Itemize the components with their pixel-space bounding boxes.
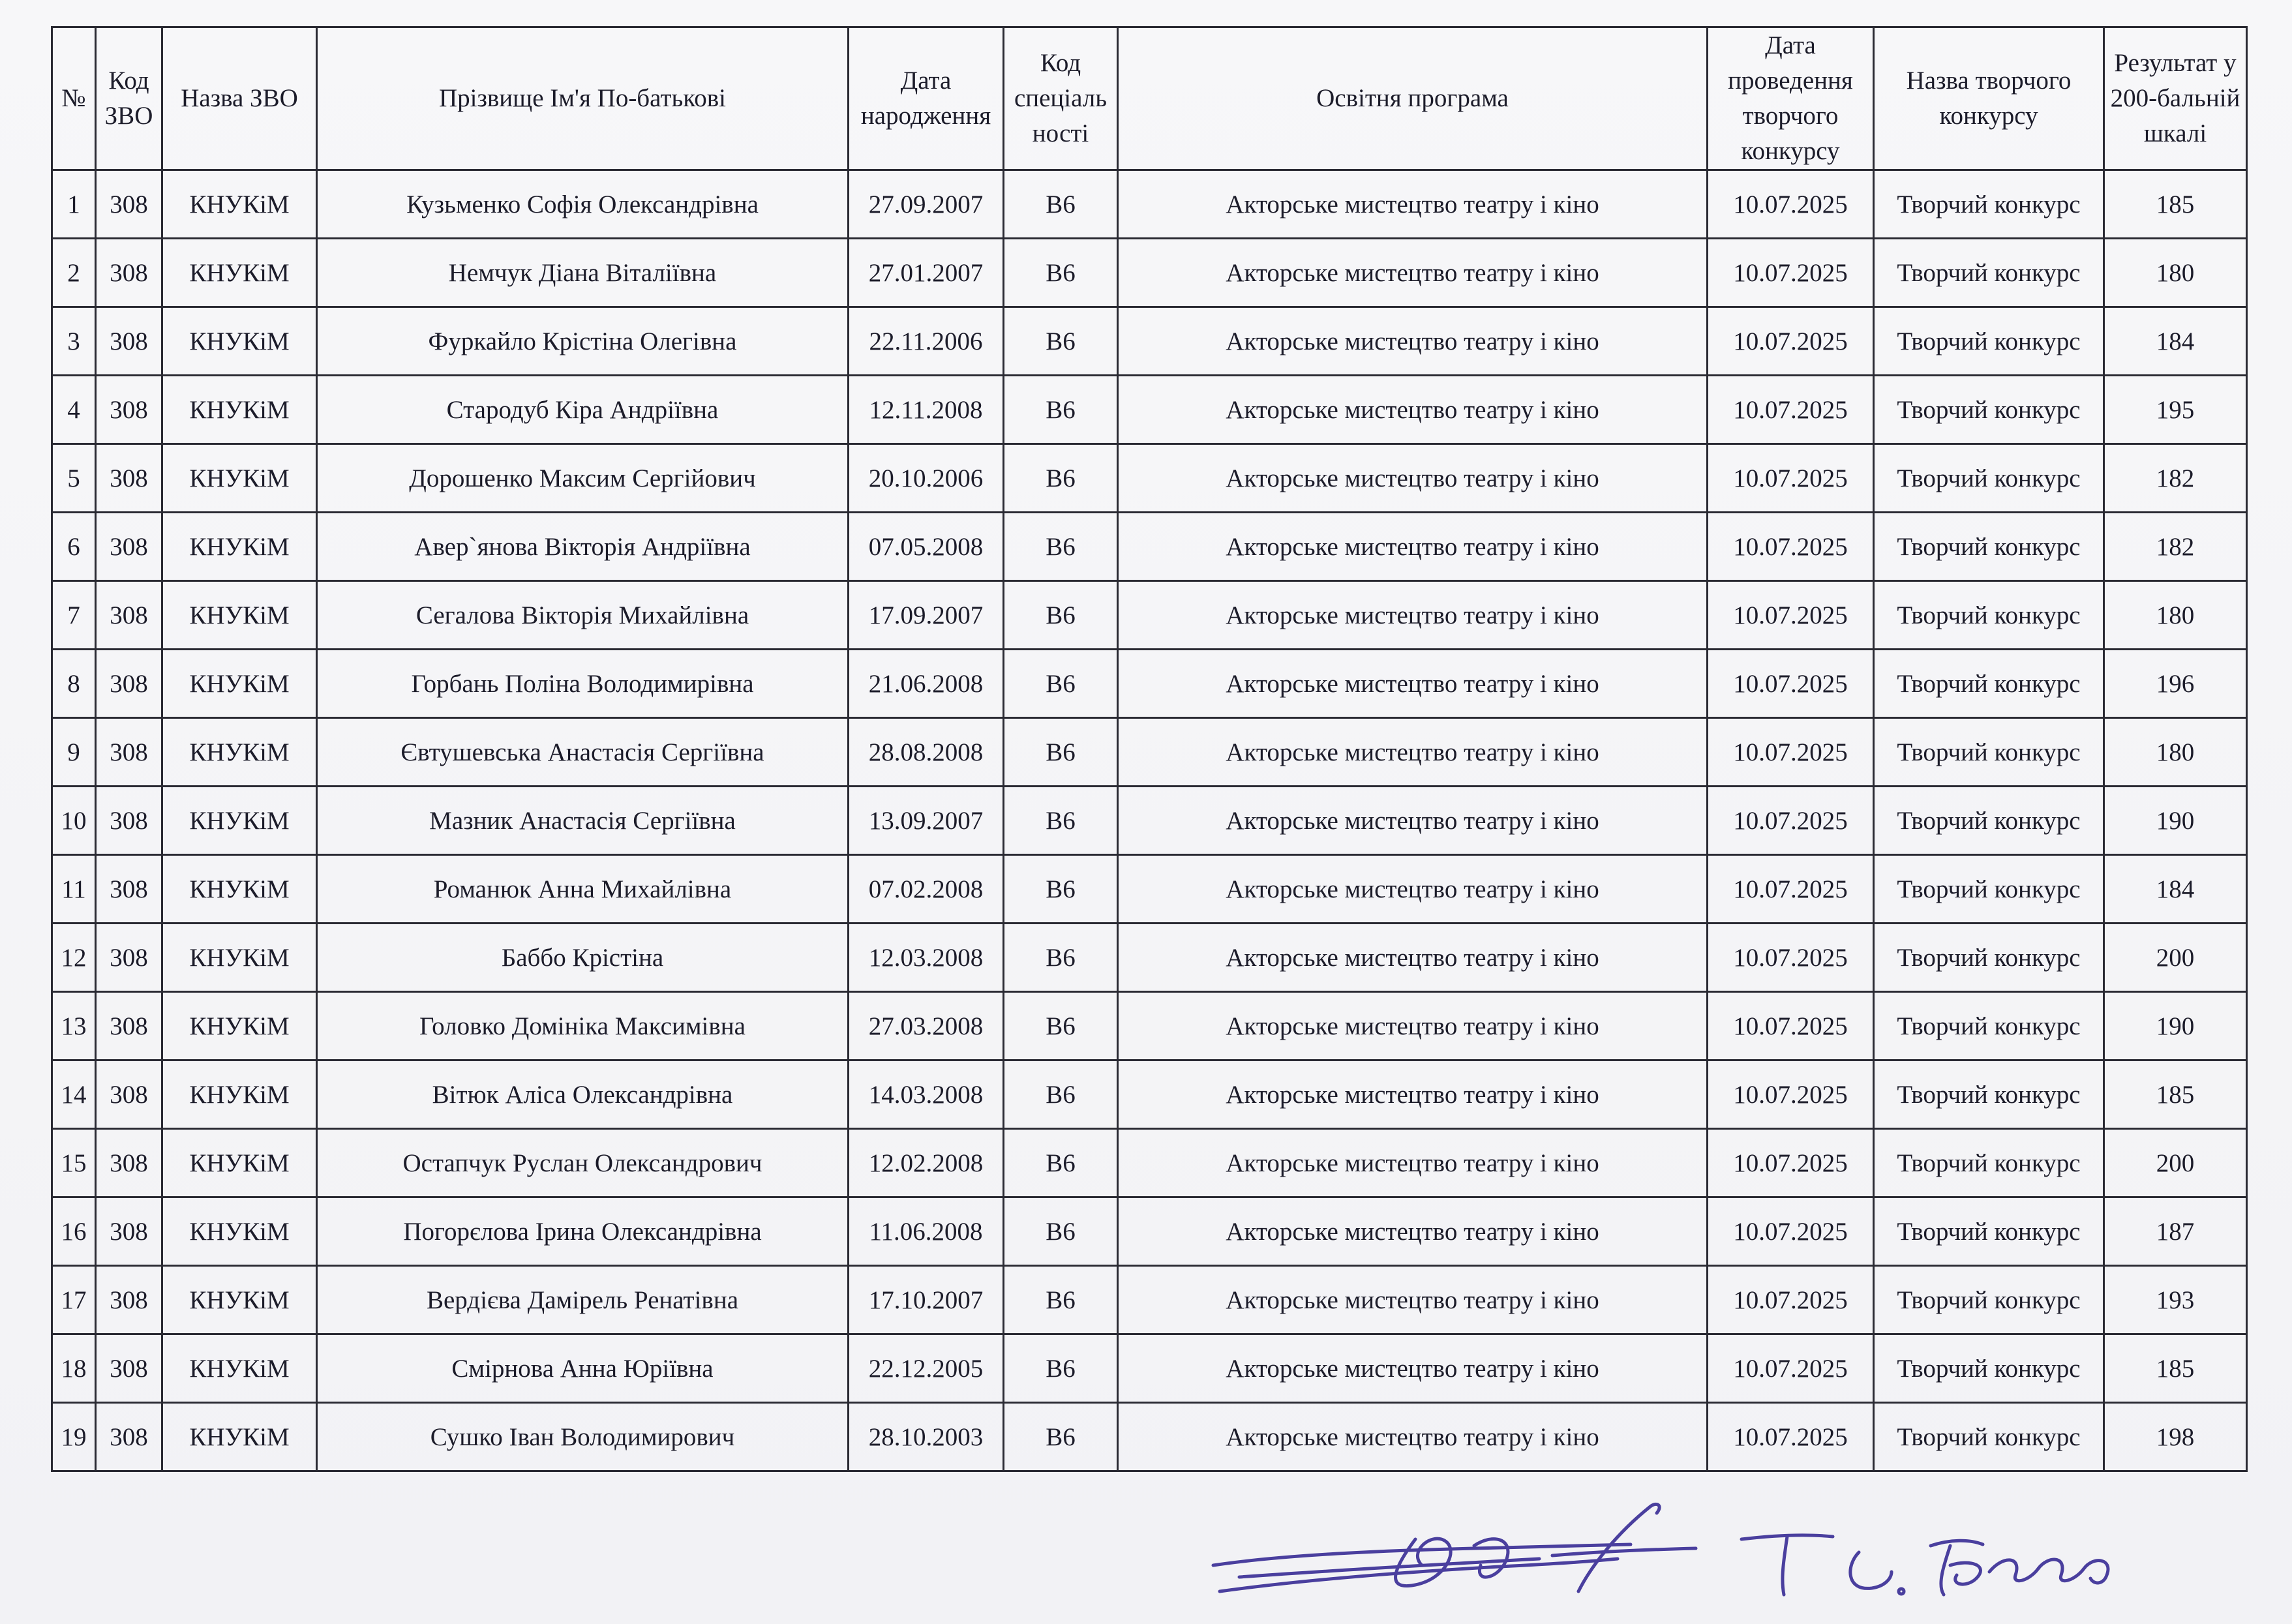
cell-full-name: Смірнова Анна Юріївна (317, 1334, 849, 1403)
cell-name-zvo: КНУКіМ (162, 170, 317, 239)
cell-name-zvo: КНУКіМ (162, 1266, 317, 1334)
cell-name-zvo: КНУКіМ (162, 307, 317, 376)
cell-num: 2 (52, 239, 96, 307)
cell-score: 190 (2104, 992, 2247, 1060)
cell-contest-name: Творчий конкурс (1874, 855, 2104, 924)
cell-contest-name: Творчий конкурс (1874, 718, 2104, 787)
cell-name-zvo: КНУКіМ (162, 444, 317, 513)
cell-program: Акторське мистецтво театру і кіно (1118, 444, 1708, 513)
cell-score: 190 (2104, 787, 2247, 855)
cell-full-name: Кузьменко Софія Олександрівна (317, 170, 849, 239)
cell-code-zvo: 308 (96, 239, 162, 307)
cell-contest-date: 10.07.2025 (1708, 992, 1874, 1060)
cell-score: 200 (2104, 924, 2247, 992)
cell-score: 184 (2104, 855, 2247, 924)
cell-score: 200 (2104, 1129, 2247, 1197)
cell-code-zvo: 308 (96, 1403, 162, 1471)
cell-contest-name: Творчий конкурс (1874, 992, 2104, 1060)
cell-program: Акторське мистецтво театру і кіно (1118, 924, 1708, 992)
cell-contest-date: 10.07.2025 (1708, 650, 1874, 718)
cell-contest-date: 10.07.2025 (1708, 307, 1874, 376)
table-row (52, 718, 2247, 787)
cell-name-zvo: КНУКіМ (162, 1334, 317, 1403)
cell-contest-name: Творчий конкурс (1874, 787, 2104, 855)
cell-full-name: Вітюк Аліса Олександрівна (317, 1060, 849, 1129)
cell-contest-name: Творчий конкурс (1874, 513, 2104, 581)
cell-full-name: Дорошенко Максим Сергійович (317, 444, 849, 513)
cell-spec-code: B6 (1004, 444, 1118, 513)
cell-num: 13 (52, 992, 96, 1060)
cell-birth-date: 17.09.2007 (849, 581, 1004, 650)
cell-contest-date: 10.07.2025 (1708, 1060, 1874, 1129)
table-row (52, 170, 2247, 239)
cell-code-zvo: 308 (96, 1334, 162, 1403)
cell-code-zvo: 308 (96, 1129, 162, 1197)
cell-num: 5 (52, 444, 96, 513)
table-row (52, 650, 2247, 718)
cell-score: 182 (2104, 513, 2247, 581)
cell-program: Акторське мистецтво театру і кіно (1118, 718, 1708, 787)
cell-contest-name: Творчий конкурс (1874, 444, 2104, 513)
cell-name-zvo: КНУКіМ (162, 1403, 317, 1471)
cell-contest-date: 10.07.2025 (1708, 718, 1874, 787)
cell-birth-date: 12.03.2008 (849, 924, 1004, 992)
cell-contest-name: Творчий конкурс (1874, 1403, 2104, 1471)
cell-name-zvo: КНУКіМ (162, 992, 317, 1060)
cell-contest-date: 10.07.2025 (1708, 239, 1874, 307)
cell-num: 6 (52, 513, 96, 581)
cell-name-zvo: КНУКіМ (162, 855, 317, 924)
cell-num: 9 (52, 718, 96, 787)
cell-contest-name: Творчий конкурс (1874, 307, 2104, 376)
cell-full-name: Остапчук Руслан Олександрович (317, 1129, 849, 1197)
cell-program: Акторське мистецтво театру і кіно (1118, 992, 1708, 1060)
cell-code-zvo: 308 (96, 376, 162, 444)
cell-code-zvo: 308 (96, 170, 162, 239)
cell-name-zvo: КНУКіМ (162, 718, 317, 787)
table-row (52, 992, 2247, 1060)
cell-full-name: Горбань Поліна Володимирівна (317, 650, 849, 718)
cell-code-zvo: 308 (96, 855, 162, 924)
cell-spec-code: B6 (1004, 1129, 1118, 1197)
table-row (52, 513, 2247, 581)
cell-birth-date: 12.02.2008 (849, 1129, 1004, 1197)
cell-name-zvo: КНУКіМ (162, 513, 317, 581)
signature-icon (1200, 1494, 2126, 1611)
cell-num: 17 (52, 1266, 96, 1334)
cell-code-zvo: 308 (96, 1266, 162, 1334)
cell-program: Акторське мистецтво театру і кіно (1118, 1197, 1708, 1266)
cell-full-name: Авер`янова Вікторія Андріївна (317, 513, 849, 581)
header-contest-name: Назва творчого конкурсу (1874, 27, 2104, 170)
cell-full-name: Мазник Анастасія Сергіївна (317, 787, 849, 855)
table-row (52, 239, 2247, 307)
cell-contest-name: Творчий конкурс (1874, 1197, 2104, 1266)
cell-full-name: Стародуб Кіра Андріївна (317, 376, 849, 444)
cell-program: Акторське мистецтво театру і кіно (1118, 1334, 1708, 1403)
cell-birth-date: 27.03.2008 (849, 992, 1004, 1060)
cell-name-zvo: КНУКіМ (162, 581, 317, 650)
cell-name-zvo: КНУКіМ (162, 1060, 317, 1129)
cell-contest-name: Творчий конкурс (1874, 1129, 2104, 1197)
cell-contest-date: 10.07.2025 (1708, 1403, 1874, 1471)
cell-contest-date: 10.07.2025 (1708, 444, 1874, 513)
cell-score: 185 (2104, 170, 2247, 239)
cell-score: 184 (2104, 307, 2247, 376)
cell-name-zvo: КНУКіМ (162, 239, 317, 307)
cell-code-zvo: 308 (96, 650, 162, 718)
cell-birth-date: 17.10.2007 (849, 1266, 1004, 1334)
cell-score: 185 (2104, 1334, 2247, 1403)
cell-birth-date: 11.06.2008 (849, 1197, 1004, 1266)
cell-birth-date: 07.02.2008 (849, 855, 1004, 924)
cell-birth-date: 27.09.2007 (849, 170, 1004, 239)
cell-contest-date: 10.07.2025 (1708, 924, 1874, 992)
cell-full-name: Немчук Діана Віталіївна (317, 239, 849, 307)
table-row (52, 307, 2247, 376)
cell-name-zvo: КНУКіМ (162, 376, 317, 444)
cell-spec-code: B6 (1004, 924, 1118, 992)
cell-contest-name: Творчий конкурс (1874, 239, 2104, 307)
header-score: Результат у 200-бальній шкалі (2104, 27, 2247, 170)
cell-code-zvo: 308 (96, 718, 162, 787)
cell-program: Акторське мистецтво театру і кіно (1118, 855, 1708, 924)
cell-code-zvo: 308 (96, 787, 162, 855)
cell-birth-date: 13.09.2007 (849, 787, 1004, 855)
cell-birth-date: 27.01.2007 (849, 239, 1004, 307)
table-header-row (52, 27, 2247, 170)
cell-full-name: Баббо Крістіна (317, 924, 849, 992)
cell-num: 8 (52, 650, 96, 718)
cell-spec-code: B6 (1004, 1334, 1118, 1403)
cell-birth-date: 21.06.2008 (849, 650, 1004, 718)
cell-program: Акторське мистецтво театру і кіно (1118, 1266, 1708, 1334)
cell-num: 11 (52, 855, 96, 924)
cell-birth-date: 12.11.2008 (849, 376, 1004, 444)
cell-contest-date: 10.07.2025 (1708, 376, 1874, 444)
cell-spec-code: B6 (1004, 581, 1118, 650)
cell-contest-date: 10.07.2025 (1708, 1129, 1874, 1197)
cell-name-zvo: КНУКіМ (162, 1197, 317, 1266)
cell-contest-name: Творчий конкурс (1874, 924, 2104, 992)
cell-spec-code: B6 (1004, 992, 1118, 1060)
header-contest-date: Дата проведення творчого конкурсу (1708, 27, 1874, 170)
cell-contest-name: Творчий конкурс (1874, 581, 2104, 650)
cell-name-zvo: КНУКіМ (162, 787, 317, 855)
cell-code-zvo: 308 (96, 1060, 162, 1129)
cell-code-zvo: 308 (96, 513, 162, 581)
cell-code-zvo: 308 (96, 924, 162, 992)
table-row (52, 1403, 2247, 1471)
cell-program: Акторське мистецтво театру і кіно (1118, 1060, 1708, 1129)
table-row (52, 1129, 2247, 1197)
cell-spec-code: B6 (1004, 1266, 1118, 1334)
cell-code-zvo: 308 (96, 444, 162, 513)
cell-spec-code: B6 (1004, 855, 1118, 924)
table-row (52, 787, 2247, 855)
cell-code-zvo: 308 (96, 1197, 162, 1266)
cell-score: 180 (2104, 581, 2247, 650)
cell-num: 18 (52, 1334, 96, 1403)
cell-score: 195 (2104, 376, 2247, 444)
cell-birth-date: 07.05.2008 (849, 513, 1004, 581)
cell-name-zvo: КНУКіМ (162, 1129, 317, 1197)
cell-num: 7 (52, 581, 96, 650)
table-row (52, 924, 2247, 992)
header-spec-code: Код спеціаль ності (1004, 27, 1118, 170)
cell-full-name: Сушко Іван Володимирович (317, 1403, 849, 1471)
table-row (52, 581, 2247, 650)
cell-score: 196 (2104, 650, 2247, 718)
cell-code-zvo: 308 (96, 992, 162, 1060)
header-program: Освітня програма (1118, 27, 1708, 170)
cell-birth-date: 22.11.2006 (849, 307, 1004, 376)
cell-spec-code: B6 (1004, 376, 1118, 444)
cell-program: Акторське мистецтво театру і кіно (1118, 1129, 1708, 1197)
cell-birth-date: 28.08.2008 (849, 718, 1004, 787)
cell-full-name: Головко Домініка Максимівна (317, 992, 849, 1060)
cell-birth-date: 20.10.2006 (849, 444, 1004, 513)
cell-num: 1 (52, 170, 96, 239)
cell-full-name: Євтушевська Анастасія Сергіївна (317, 718, 849, 787)
header-code-zvo: Код ЗВО (96, 27, 162, 170)
table-row (52, 1334, 2247, 1403)
cell-contest-date: 10.07.2025 (1708, 787, 1874, 855)
cell-full-name: Фуркайло Крістіна Олегівна (317, 307, 849, 376)
cell-birth-date: 22.12.2005 (849, 1334, 1004, 1403)
cell-contest-date: 10.07.2025 (1708, 855, 1874, 924)
cell-contest-date: 10.07.2025 (1708, 1266, 1874, 1334)
table-row (52, 1197, 2247, 1266)
header-birth-date: Дата народження (849, 27, 1004, 170)
cell-num: 4 (52, 376, 96, 444)
cell-program: Акторське мистецтво театру і кіно (1118, 239, 1708, 307)
cell-program: Акторське мистецтво театру і кіно (1118, 513, 1708, 581)
cell-code-zvo: 308 (96, 581, 162, 650)
table-row (52, 855, 2247, 924)
cell-num: 16 (52, 1197, 96, 1266)
cell-contest-name: Творчий конкурс (1874, 1266, 2104, 1334)
cell-full-name: Романюк Анна Михайлівна (317, 855, 849, 924)
table-body (52, 170, 2247, 1471)
cell-spec-code: B6 (1004, 787, 1118, 855)
cell-full-name: Погорєлова Ірина Олександрівна (317, 1197, 849, 1266)
cell-birth-date: 14.03.2008 (849, 1060, 1004, 1129)
cell-contest-name: Творчий конкурс (1874, 1334, 2104, 1403)
cell-contest-date: 10.07.2025 (1708, 581, 1874, 650)
cell-program: Акторське мистецтво театру і кіно (1118, 581, 1708, 650)
cell-score: 193 (2104, 1266, 2247, 1334)
cell-score: 198 (2104, 1403, 2247, 1471)
cell-num: 19 (52, 1403, 96, 1471)
cell-program: Акторське мистецтво театру і кіно (1118, 376, 1708, 444)
header-full-name: Прізвище Ім'я По-батькові (317, 27, 849, 170)
cell-contest-name: Творчий конкурс (1874, 650, 2104, 718)
cell-score: 182 (2104, 444, 2247, 513)
table-row (52, 444, 2247, 513)
cell-num: 15 (52, 1129, 96, 1197)
table-row (52, 376, 2247, 444)
cell-spec-code: B6 (1004, 1197, 1118, 1266)
cell-contest-name: Творчий конкурс (1874, 170, 2104, 239)
cell-contest-name: Творчий конкурс (1874, 1060, 2104, 1129)
cell-score: 185 (2104, 1060, 2247, 1129)
cell-spec-code: B6 (1004, 170, 1118, 239)
cell-contest-date: 10.07.2025 (1708, 1197, 1874, 1266)
cell-num: 10 (52, 787, 96, 855)
cell-num: 14 (52, 1060, 96, 1129)
header-num: № (52, 27, 96, 170)
cell-score: 180 (2104, 239, 2247, 307)
cell-program: Акторське мистецтво театру і кіно (1118, 787, 1708, 855)
header-name-zvo: Назва ЗВО (162, 27, 317, 170)
cell-num: 3 (52, 307, 96, 376)
cell-contest-name: Творчий конкурс (1874, 376, 2104, 444)
table-row (52, 1060, 2247, 1129)
cell-spec-code: B6 (1004, 513, 1118, 581)
cell-score: 180 (2104, 718, 2247, 787)
applicants-table (51, 26, 2248, 1472)
cell-spec-code: B6 (1004, 307, 1118, 376)
cell-contest-date: 10.07.2025 (1708, 170, 1874, 239)
cell-score: 187 (2104, 1197, 2247, 1266)
cell-program: Акторське мистецтво театру і кіно (1118, 1403, 1708, 1471)
cell-name-zvo: КНУКіМ (162, 650, 317, 718)
cell-name-zvo: КНУКіМ (162, 924, 317, 992)
cell-code-zvo: 308 (96, 307, 162, 376)
cell-program: Акторське мистецтво театру і кіно (1118, 307, 1708, 376)
cell-spec-code: B6 (1004, 718, 1118, 787)
cell-spec-code: B6 (1004, 239, 1118, 307)
cell-program: Акторське мистецтво театру і кіно (1118, 650, 1708, 718)
cell-program: Акторське мистецтво театру і кіно (1118, 170, 1708, 239)
cell-spec-code: B6 (1004, 1060, 1118, 1129)
cell-birth-date: 28.10.2003 (849, 1403, 1004, 1471)
cell-full-name: Сегалова Вікторія Михайлівна (317, 581, 849, 650)
cell-full-name: Вердієва Дамірель Ренатівна (317, 1266, 849, 1334)
cell-spec-code: B6 (1004, 650, 1118, 718)
cell-num: 12 (52, 924, 96, 992)
cell-contest-date: 10.07.2025 (1708, 513, 1874, 581)
cell-contest-date: 10.07.2025 (1708, 1334, 1874, 1403)
table-row (52, 1266, 2247, 1334)
cell-spec-code: B6 (1004, 1403, 1118, 1471)
